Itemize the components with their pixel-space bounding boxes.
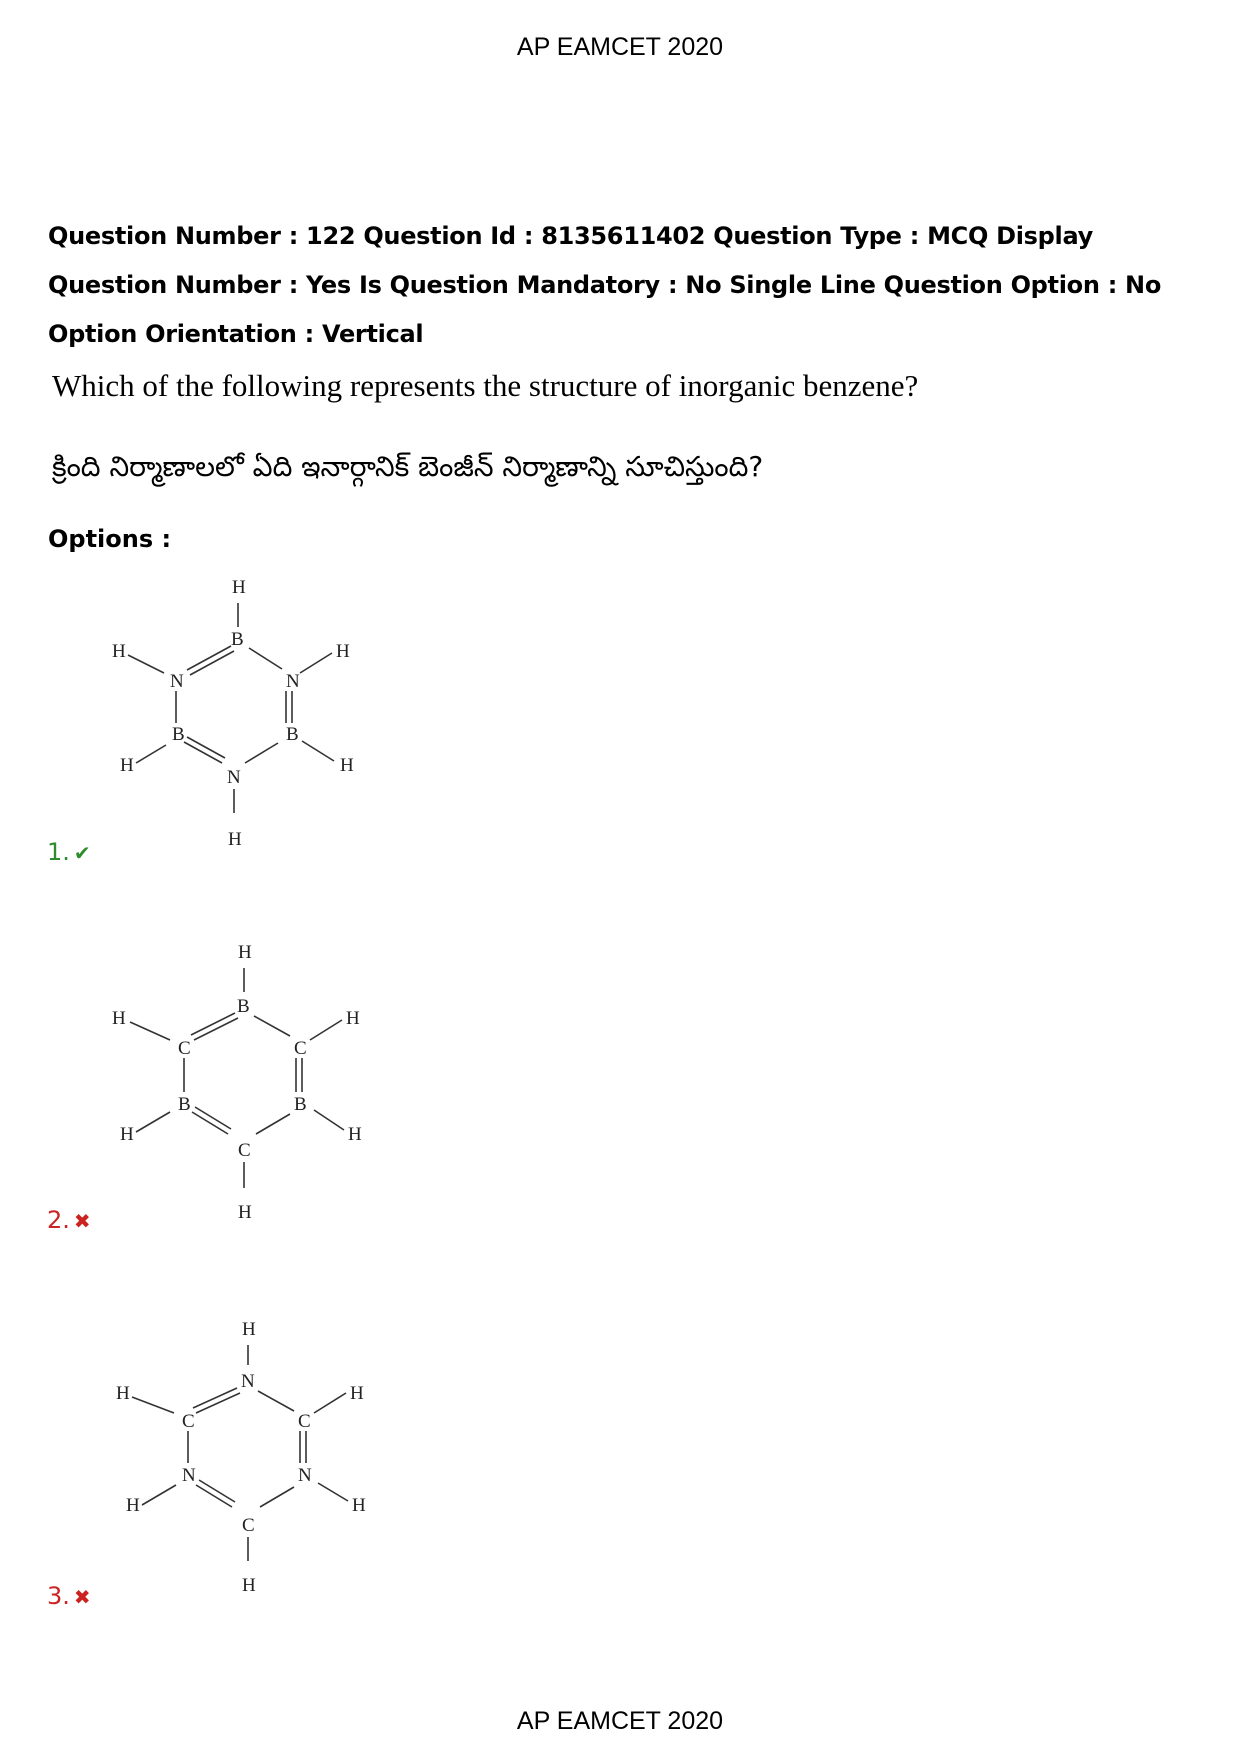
option-2-atom-upper-right: C: [294, 1038, 307, 1059]
option-1-atom-h-top: H: [232, 577, 246, 598]
options-label: Options :: [48, 525, 172, 553]
option-2-structure: [110, 940, 370, 1230]
option-1-atom-h-upper-right: H: [336, 641, 350, 662]
option-1-atom-h-bottom: H: [228, 829, 242, 850]
option-3-atom-h-upper-left: H: [116, 1383, 130, 1404]
option-2-atom-h-upper-right: H: [346, 1008, 360, 1029]
option-3-atom-lower-right: N: [298, 1465, 312, 1486]
cross-icon: ✖: [73, 1585, 91, 1609]
check-icon: ✔: [73, 841, 91, 865]
option-3[interactable]: [47, 1582, 91, 1610]
option-2-atom-h-upper-left: H: [112, 1008, 126, 1029]
option-1-atom-h-upper-left: H: [112, 641, 126, 662]
option-2-atom-h-bottom: H: [238, 1202, 252, 1223]
option-2-atom-bottom: C: [238, 1140, 251, 1161]
option-3-number: 3.: [47, 1582, 70, 1610]
option-1-atom-upper-left: N: [170, 671, 184, 692]
option-2-atom-h-lower-left: H: [120, 1124, 134, 1145]
option-3-atom-h-upper-right: H: [350, 1383, 364, 1404]
option-3-atom-bottom: C: [242, 1515, 255, 1536]
option-1-number: 1.: [47, 838, 70, 866]
option-3-atom-h-lower-right: H: [352, 1495, 366, 1516]
option-2-atom-top: B: [237, 996, 250, 1017]
option-2-atom-h-top: H: [238, 942, 252, 963]
option-3-atom-upper-left: C: [182, 1411, 195, 1432]
cross-icon: ✖: [73, 1209, 91, 1233]
option-3-atom-upper-right: C: [298, 1411, 311, 1432]
question-text-english: Which of the following represents the structure of inorganic benzene?: [52, 368, 919, 403]
option-1-atom-lower-left: B: [172, 724, 185, 745]
option-2-atom-h-lower-right: H: [348, 1124, 362, 1145]
option-3-atom-h-lower-left: H: [126, 1495, 140, 1516]
option-1-atom-h-lower-right: H: [340, 755, 354, 776]
option-3-atom-h-top: H: [242, 1319, 256, 1340]
option-1-atom-lower-right: B: [286, 724, 299, 745]
option-1-atom-bottom: N: [227, 767, 241, 788]
option-2-atom-upper-left: C: [178, 1038, 191, 1059]
option-1-atom-top: B: [231, 629, 244, 650]
option-3-atom-h-bottom: H: [242, 1575, 256, 1596]
option-3-atom-lower-left: N: [182, 1465, 196, 1486]
option-1-structure: [110, 575, 370, 855]
option-2-number: 2.: [47, 1206, 70, 1234]
option-3-structure: [110, 1315, 370, 1605]
page-footer: AP EAMCET 2020: [516, 1707, 724, 1735]
option-2[interactable]: [47, 1206, 91, 1234]
question-text-telugu: క్రింది నిర్మాణాలలో ఏది ఇనార్గానిక్ బెంజీన్ నిర్మాణాన్ని సూచిస్తుంది?: [52, 450, 764, 483]
option-3-atom-top: N: [241, 1371, 255, 1392]
option-1-atom-upper-right: N: [286, 671, 300, 692]
page-header: AP EAMCET 2020: [516, 33, 724, 61]
option-1-atom-h-lower-left: H: [120, 755, 134, 776]
option-1[interactable]: [47, 838, 91, 866]
option-2-atom-lower-right: B: [294, 1094, 307, 1115]
option-2-atom-lower-left: B: [178, 1094, 191, 1115]
question-metadata: Question Number : 122 Question Id : 8135611402 Question Type : MCQ Display Question Number : Yes Is Question Mandatory : No Single Line Question Option : No Option Orientation : Vertical: [48, 222, 1162, 348]
